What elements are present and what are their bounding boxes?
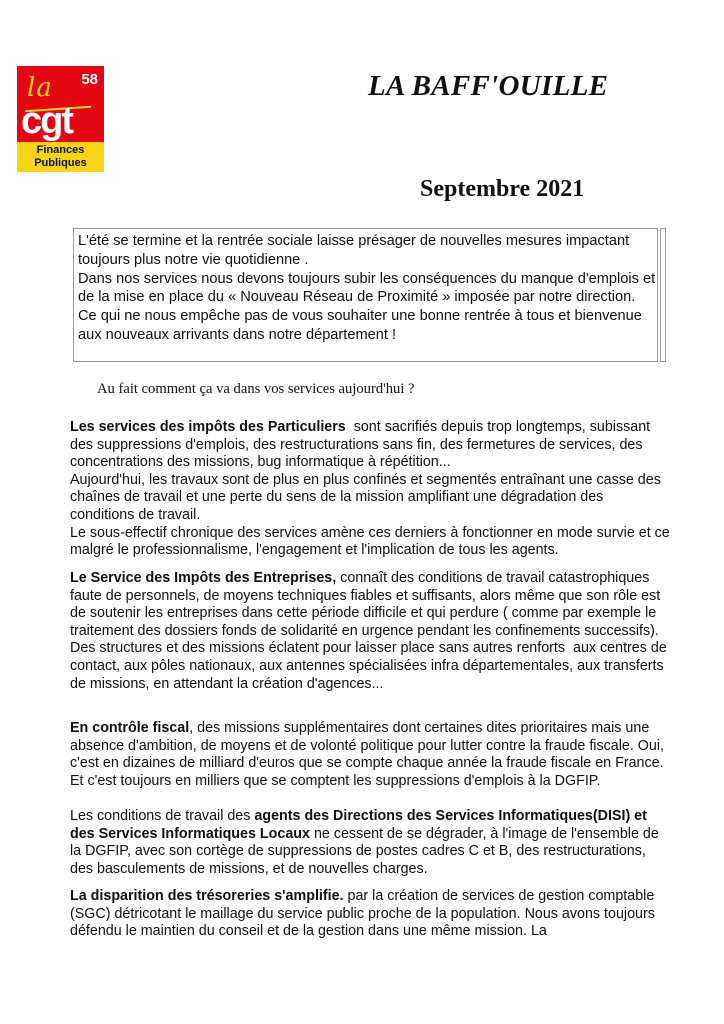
section-paragraph (70, 419, 670, 472)
section-text: par la création de services de gestion comptable (SGC) détricotant le maillage du service public proche de la population. Nous avons toujours défendu le maintien du conseil et de la gestion dans une même mission. La (70, 888, 655, 940)
section-prefix: Les conditions de travail des (70, 808, 255, 824)
section-entreprises (70, 570, 670, 693)
logo-cgt: cgt (21, 100, 72, 142)
section-heading: La disparition des trésoreries s'amplifie. (70, 888, 344, 904)
question-heading: Au fait comment ça va dans vos services aujourd'hui ? (97, 381, 415, 397)
section-heading: Les services des impôts des Particuliers (70, 419, 346, 435)
section-heading: En contrôle fiscal (70, 720, 190, 736)
newsletter-title: LA BAFF'OUILLE (368, 70, 609, 102)
section-heading: Le Service des Impôts des Entreprises, (70, 570, 337, 586)
section-text: connaît des conditions de travail catastrophiques faute de personnels, de moyens techniques fiables et suffisants, alors même que son rôle est de soutenir les entreprises dans cette période difficile et qui perdure ( comme par exemple le traitement des dossiers fonds de solidarité en urgence pendant les confinements successifs). (70, 570, 661, 639)
logo-department-number: 58 (81, 71, 98, 88)
issue-date: Septembre 2021 (420, 176, 585, 202)
section-paragraph: Des structures et des missions éclatent pour laisser place sans autres renforts aux centres de contact, aux pôles nationaux, aux antennes spécialisées infra départementales, aux transferts de missions, en attendant la création d'agences... (70, 640, 671, 692)
section-paragraph: Aujourd'hui, les travaux sont de plus en plus confinés et segmentés entraînant une casse des chaînes de travail et une perte du sens de la mission amplifiant une dégradation des conditions de travail. (70, 471, 661, 523)
section-text: , des missions supplémentaires dont certaines dites prioritaires mais une absence d'ambition, de moyens et de volonté politique pour lutter contre la fraude fiscale. Oui, c'est en dizaines de milliard d'euros que se compte chaque année la fraude fiscale en France. Et c'est toujours en milliers que se comptent les suppressions d'emplois à la DGFIP. (70, 720, 665, 789)
logo-la: la (27, 73, 53, 103)
section-particuliers (70, 419, 670, 560)
section-text: sont sacrifiés depuis trop longtemps, subissant des suppressions d'emplois, des restructurations sans fin, des fermetures de services, des concentrations des missions, bug informatique à répétition... (70, 419, 655, 471)
cgt-logo (17, 66, 104, 172)
logo-finances: Finances (36, 144, 85, 156)
section-paragraph: Le sous-effectif chronique des services amène ces derniers à fonctionner en mode survie et ce malgré le professionnalisme, l'engagement et l'implication de tous les agents. (70, 524, 670, 559)
intro-text (78, 232, 658, 345)
logo-publiques: Publiques (34, 157, 87, 169)
intro-paragraph: Dans nos services nous devons toujours subir les conséquences du manque d'emplois et de la mise en place du « Nouveau Réseau de Proximité » imposée par notre direction. Ce qui ne nous empêche pas de vous souhaiter une bonne rentrée à tous et bienvenue aux nouveaux arrivants dans notre département ! (78, 270, 656, 343)
section-tresoreries (70, 888, 670, 941)
intro-box-edge (660, 228, 666, 362)
section-paragraph (70, 570, 670, 640)
section-heading: agents des Directions des Services Informatiques(DISI) et des Services Informatiques Locaux (70, 808, 647, 842)
section-disi (70, 808, 670, 878)
logo-band (17, 142, 104, 172)
section-paragraph (70, 808, 670, 878)
intro-paragraph: L'été se termine et la rentrée sociale laisse présager de nouvelles mesures impactant toujours plus notre vie quotidienne . (78, 233, 630, 268)
section-controle-fiscal (70, 720, 670, 790)
section-paragraph (70, 888, 670, 941)
section-text: ne cessent de se dégrader, à l'image de l'ensemble de la DGFIP, avec son cortège de suppressions de postes cadres C et B, des restructurations, des basculements de missions, et de nouvelles charges. (70, 825, 659, 877)
section-paragraph (70, 720, 670, 790)
